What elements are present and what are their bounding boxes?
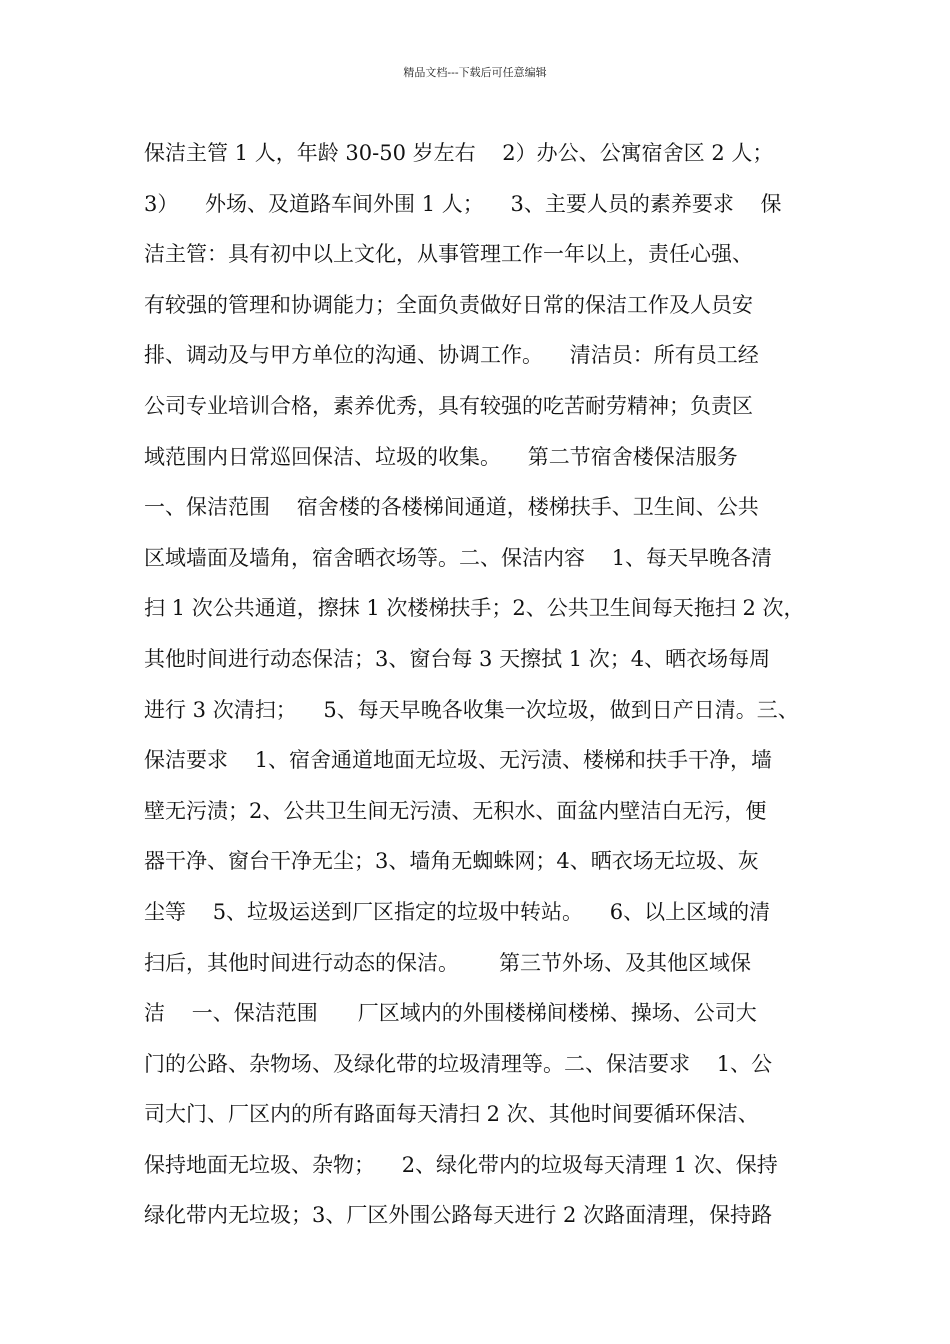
text-line: 扫后，其他时间进行动态的保洁。 第三节外场、及其他区域保 [144,950,752,975]
text-line: 司大门、厂区内的所有路面每天清扫 2 次、其他时间要循环保洁、 [144,1102,759,1127]
text-line: 其他时间进行动态保洁；3、窗台每 3 天擦拭 1 次；4、晒衣场每周 [144,646,771,671]
text-line: 扫 1 次公共通道，擦抹 1 次楼梯扶手；2、公共卫生间每天拖扫 2 次， [144,596,805,621]
text-line: 进行 3 次清扫； 5、每天早晚各收集一次垃圾，做到日产日清。三、 [144,697,799,722]
text-line: 保洁主管 1 人，年龄 30-50 岁左右 2）办公、公寓宿舍区 2 人； [144,141,774,165]
text-line: 洁 一、保洁范围 厂区域内的外围楼梯间楼梯、操场、公司大 [144,1001,757,1026]
text-line: 3） 外场、及道路车间外围 1 人； 3、主要人员的素养要求 保 [144,191,782,216]
text-line: 保持地面无垃圾、杂物； 2、绿化带内的垃圾每天清理 1 次、保持 [144,1152,778,1177]
page-header: 精品文档---下载后可任意编辑 [403,66,547,79]
text-line: 尘等 5、垃圾运送到厂区指定的垃圾中转站。 6、以上区域的清 [144,899,771,924]
text-line: 域范围内日常巡回保洁、垃圾的收集。 第二节宿舍楼保洁服务 [144,444,738,469]
text-line: 门的公路、杂物场、及绿化带的垃圾清理等。二、保洁要求 1、公 [144,1051,773,1076]
text-line: 区域墙面及墙角，宿舍晒衣场等。二、保洁内容 1、每天早晚各清 [144,545,773,570]
text-line: 排、调动及与甲方单位的沟通、协调工作。 清洁员：所有员工经 [144,343,759,368]
text-line: 器干净、窗台干净无尘；3、墙角无蜘蛛网；4、晒衣场无垃圾、灰 [144,849,759,874]
text-line: 洁主管：具有初中以上文化，从事管理工作一年以上，责任心强、 [144,242,753,267]
text-line: 一、保洁范围 宿舍楼的各楼梯间通道，楼梯扶手、卫生间、公共 [144,495,759,520]
text-line: 有较强的管理和协调能力；全面负责做好日常的保洁工作及人员安 [144,292,753,317]
text-line: 壁无污渍；2、公共卫生间无污渍、无积水、面盆内壁洁白无污，便 [144,798,767,823]
text-line: 保洁要求 1、宿舍通道地面无垃圾、无污渍、楼梯和扶手干净，墙 [144,748,773,773]
text-line: 公司专业培训合格，素养优秀，具有较强的吃苦耐劳精神；负责区 [144,393,753,418]
text-line: 绿化带内无垃圾；3、厂区外围公路每天进行 2 次路面清理，保持路 [144,1203,773,1228]
body-text [144,128,824,1241]
